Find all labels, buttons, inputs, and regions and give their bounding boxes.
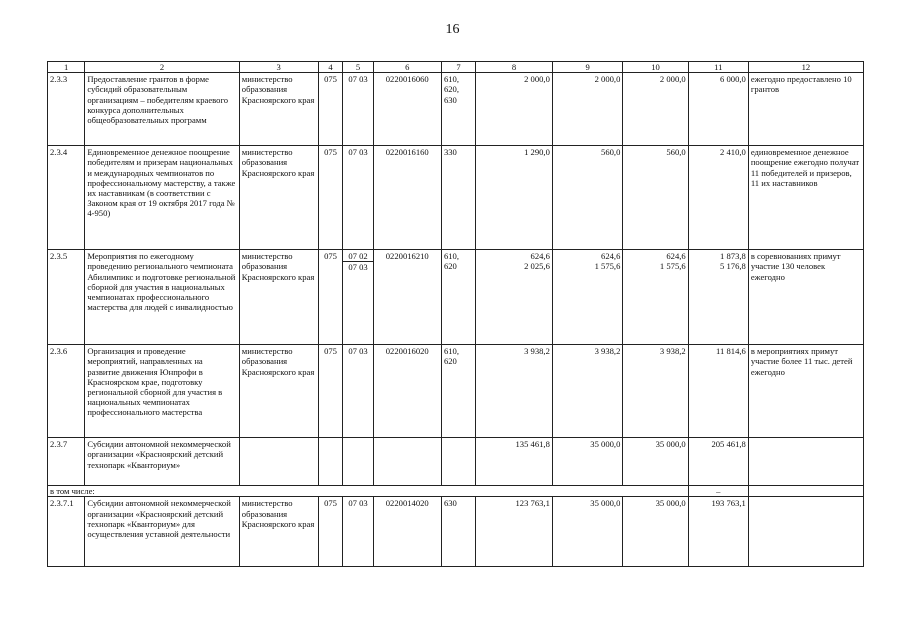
row-code: 2.3.6 — [48, 345, 85, 438]
row-result: в мероприятиях примут участие более 11 тыс. детей ежегодно — [748, 345, 863, 438]
row-vr — [441, 438, 475, 486]
table-row — [48, 345, 864, 438]
col-header: 9 — [552, 62, 623, 73]
col-header: 8 — [476, 62, 553, 73]
row-year3: 624,6 1 575,6 — [623, 250, 688, 345]
col-header: 11 — [688, 62, 748, 73]
row-name: Предоставление грантов в форме субсидий образовательным организациям – победителям краевого конкурса дополнительных общеобразовательных программ — [85, 73, 239, 146]
row-rzpr: 07 03 — [343, 497, 373, 567]
row-ministry: министерство образования Красноярского края — [239, 146, 318, 250]
col-header: 12 — [748, 62, 863, 73]
row-name: Единовременное денежное поощрение победителям и призерам национальных и международных чемпионатов по профессиональному мастерству, а также их наставникам (в соответствии с Законом края от 19 октября 2017 года № 4-950) — [85, 146, 239, 250]
table-row — [48, 497, 864, 567]
row-code: 2.3.7 — [48, 438, 85, 486]
row-total: 1 873,8 5 176,8 — [688, 250, 748, 345]
row-csr: 0220016210 — [373, 250, 441, 345]
row-year2: 2 000,0 — [552, 73, 623, 146]
subheader-label: в том числе: — [48, 486, 689, 497]
row-total: 193 763,1 — [688, 497, 748, 567]
row-ministry: министерство образования Красноярского края — [239, 497, 318, 567]
row-vr: 610, 620 — [441, 345, 475, 438]
table-row — [48, 73, 864, 146]
row-vr: 610, 620 — [441, 250, 475, 345]
col-header: 7 — [441, 62, 475, 73]
col-header: 4 — [318, 62, 343, 73]
row-rzpr — [343, 438, 373, 486]
col-header: 6 — [373, 62, 441, 73]
row-vr: 610, 620, 630 — [441, 73, 475, 146]
row-year1: 123 763,1 — [476, 497, 553, 567]
row-year3: 560,0 — [623, 146, 688, 250]
row-ministry — [239, 438, 318, 486]
row-year3: 3 938,2 — [623, 345, 688, 438]
row-year3: 2 000,0 — [623, 73, 688, 146]
row-rzpr: 07 02 07 03 — [343, 250, 373, 345]
row-grbs: 075 — [318, 497, 343, 567]
row-rzpr: 07 03 — [343, 345, 373, 438]
row-year3: 35 000,0 — [623, 497, 688, 567]
row-year1: 135 461,8 — [476, 438, 553, 486]
row-rzpr: 07 03 — [343, 73, 373, 146]
row-grbs — [318, 438, 343, 486]
row-vr: 630 — [441, 497, 475, 567]
row-year1: 3 938,2 — [476, 345, 553, 438]
row-year1: 624,6 2 025,6 — [476, 250, 553, 345]
row-csr: 0220016020 — [373, 345, 441, 438]
row-csr: 0220014020 — [373, 497, 441, 567]
row-csr — [373, 438, 441, 486]
row-year3: 35 000,0 — [623, 438, 688, 486]
col-header: 1 — [48, 62, 85, 73]
column-header-row — [48, 62, 864, 73]
row-name: Организация и проведение мероприятий, направленных на развитие движения Юнпрофи в Красноярском крае, подготовку региональной сборной для участия в национальных чемпионатах профессионального мастерства — [85, 345, 239, 438]
row-grbs: 075 — [318, 73, 343, 146]
row-result: единовременное денежное поощрение ежегодно получат 11 победителей и призеров, 11 их наставников — [748, 146, 863, 250]
col-header: 2 — [85, 62, 239, 73]
row-name: Субсидии автономной некоммерческой организации «Красноярский детский технопарк «Кванториум» для осуществления уставной деятельности — [85, 497, 239, 567]
page-number: 16 — [445, 22, 460, 37]
row-ministry: министерство образования Красноярского края — [239, 250, 318, 345]
row-grbs: 075 — [318, 250, 343, 345]
row-ministry: министерство образования Красноярского края — [239, 73, 318, 146]
row-code: 2.3.3 — [48, 73, 85, 146]
row-result — [748, 497, 863, 567]
row-total: 6 000,0 — [688, 73, 748, 146]
subheader-dash: – — [688, 486, 748, 497]
col-header: 3 — [239, 62, 318, 73]
row-year2: 35 000,0 — [552, 438, 623, 486]
row-grbs: 075 — [318, 345, 343, 438]
row-year2: 35 000,0 — [552, 497, 623, 567]
subheader-row — [48, 486, 864, 497]
row-name: Мероприятия по ежегодному проведению регионального чемпионата Абилимпикс и подготовке региональной сборной для участия в национальных чемпионатах профессионального мастерства для людей с инвалидностью — [85, 250, 239, 345]
row-year1: 1 290,0 — [476, 146, 553, 250]
row-year1: 2 000,0 — [476, 73, 553, 146]
row-vr: 330 — [441, 146, 475, 250]
row-csr: 0220016060 — [373, 73, 441, 146]
row-rzpr: 07 03 — [343, 146, 373, 250]
subheader-empty — [748, 486, 863, 497]
row-total: 205 461,8 — [688, 438, 748, 486]
table-row — [48, 250, 864, 345]
budget-table — [47, 61, 864, 567]
row-total: 2 410,0 — [688, 146, 748, 250]
table-row — [48, 146, 864, 250]
table-row — [48, 438, 864, 486]
row-code: 2.3.4 — [48, 146, 85, 250]
row-year2: 560,0 — [552, 146, 623, 250]
col-header: 10 — [623, 62, 688, 73]
row-name: Субсидии автономной некоммерческой организации «Красноярский детский технопарк «Кванториум» — [85, 438, 239, 486]
row-year2: 624,6 1 575,6 — [552, 250, 623, 345]
row-total: 11 814,6 — [688, 345, 748, 438]
row-result — [748, 438, 863, 486]
row-year2: 3 938,2 — [552, 345, 623, 438]
row-ministry: министерство образования Красноярского края — [239, 345, 318, 438]
col-header: 5 — [343, 62, 373, 73]
row-code: 2.3.7.1 — [48, 497, 85, 567]
row-csr: 0220016160 — [373, 146, 441, 250]
row-grbs: 075 — [318, 146, 343, 250]
row-result: ежегодно предоставлено 10 грантов — [748, 73, 863, 146]
row-code: 2.3.5 — [48, 250, 85, 345]
row-result: в соревнованиях примут участие 130 человек ежегодно — [748, 250, 863, 345]
